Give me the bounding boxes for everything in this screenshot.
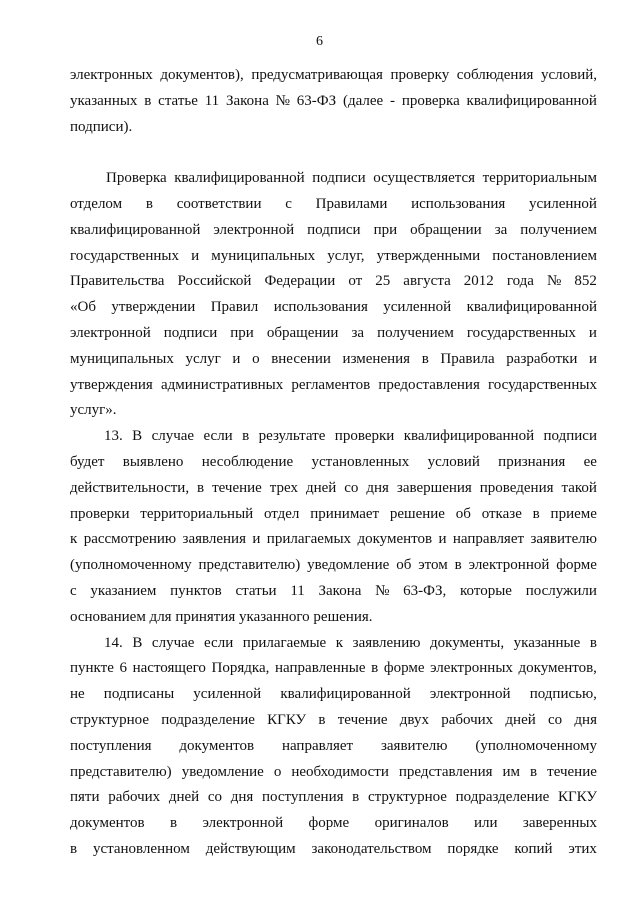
word: в	[318, 711, 326, 728]
word: квалифицированной	[403, 428, 535, 445]
word: принимает	[310, 505, 380, 522]
word: отделом	[70, 195, 123, 212]
word: такой	[561, 479, 597, 496]
word: подписаны	[103, 686, 175, 703]
text-line	[70, 579, 597, 605]
word: течение	[337, 711, 388, 728]
word: КГКУ	[557, 789, 597, 806]
word: со	[548, 711, 563, 728]
word: августа	[403, 273, 451, 290]
word: течение	[212, 479, 262, 496]
word: указанием	[90, 582, 157, 599]
word: дней	[305, 479, 337, 496]
text-line	[70, 631, 597, 657]
word: от	[348, 273, 363, 290]
word: дня	[574, 711, 597, 728]
word: настоящего	[132, 660, 206, 677]
word: структурное	[367, 789, 447, 806]
word: результате	[258, 428, 326, 445]
text-line	[70, 708, 597, 734]
word: форме	[383, 660, 425, 677]
word: за	[351, 324, 365, 341]
word: электронных	[70, 67, 153, 83]
word: 14.	[104, 634, 123, 651]
paragraph	[70, 424, 597, 630]
word: государственных	[466, 324, 576, 341]
word: Правительства	[70, 273, 165, 290]
word: (уполномоченному	[475, 737, 597, 754]
word: регламентов	[291, 376, 371, 393]
word: документов),	[160, 67, 244, 83]
word: использования	[273, 299, 368, 316]
word: рабочих	[108, 789, 161, 806]
word: Закона	[318, 582, 362, 599]
word: разработки	[506, 350, 578, 367]
word: прилагаемые	[242, 634, 327, 651]
word: административных	[160, 376, 284, 393]
word: квалифицированной	[70, 221, 201, 238]
word: не	[70, 686, 85, 703]
word: дня	[366, 479, 389, 496]
word: Проверка	[106, 170, 167, 187]
word: в	[532, 505, 540, 522]
word: №	[275, 92, 290, 109]
word: трех	[269, 479, 298, 496]
word: квалифицированной	[466, 299, 597, 316]
word: отказе	[481, 505, 522, 522]
text-line	[70, 424, 597, 450]
text-line	[70, 656, 597, 682]
word: получением	[520, 221, 597, 238]
word: форме	[556, 557, 597, 574]
word: представителю)	[70, 763, 172, 780]
word: в	[145, 195, 153, 212]
word: пунктов	[170, 582, 222, 599]
word: действующим	[205, 840, 296, 857]
word: усиленной	[193, 686, 262, 703]
word: установленных	[311, 453, 410, 470]
paragraph	[70, 631, 597, 863]
word: действительности,	[70, 479, 190, 496]
word: изменения	[342, 350, 411, 367]
word: КГКУ	[267, 711, 307, 728]
word: документов	[179, 737, 255, 754]
word: течение	[547, 763, 597, 780]
word: внесении	[271, 350, 331, 367]
word: порядке	[447, 840, 499, 857]
word: проверки	[70, 505, 130, 522]
word: Российской	[177, 273, 252, 290]
word: подписи	[312, 170, 366, 187]
word: послужили	[525, 582, 597, 599]
word: указанных	[70, 92, 138, 109]
word: проверки	[334, 428, 395, 445]
text-line	[70, 682, 597, 708]
word: об	[396, 557, 412, 574]
word: утвержденными	[376, 247, 481, 264]
word: постановлением	[492, 247, 597, 264]
word: подписи	[307, 221, 361, 238]
word: со	[207, 789, 223, 806]
word: этом	[418, 557, 448, 574]
word: им	[502, 763, 521, 780]
word: Федерации	[264, 273, 336, 290]
word: усиленной	[383, 299, 452, 316]
word: соблюдения	[456, 67, 534, 83]
word: о	[273, 763, 282, 780]
word: №	[375, 582, 390, 599]
text-line	[70, 63, 597, 89]
word: об	[455, 505, 471, 522]
text-line	[70, 527, 597, 553]
word: документы,	[430, 634, 505, 651]
word: государственных	[487, 376, 597, 393]
word: пункте	[70, 660, 114, 677]
word: соответствии	[176, 195, 262, 212]
text-line	[70, 269, 597, 295]
word: за	[494, 221, 508, 238]
word: ее	[583, 453, 597, 470]
word: 25	[375, 273, 391, 290]
word: №	[547, 273, 562, 290]
word: со	[344, 479, 359, 496]
word: этих	[568, 840, 597, 857]
text-line: подписи).	[70, 118, 133, 135]
text-line	[70, 502, 597, 528]
word: обращении	[410, 221, 482, 238]
word: квалифицированной	[280, 686, 411, 703]
word: проведения	[479, 479, 554, 496]
word: направляет	[452, 531, 525, 548]
word: в	[454, 557, 462, 574]
word: проверку	[390, 67, 450, 83]
word: выявлено	[122, 453, 184, 470]
document-body	[70, 63, 597, 863]
word: рабочих	[441, 711, 494, 728]
word: случае	[151, 428, 195, 445]
text-line	[70, 476, 597, 502]
word: уведомление	[181, 763, 264, 780]
word: 63-ФЗ,	[403, 582, 447, 599]
text-line	[70, 450, 597, 476]
word: в	[197, 479, 205, 496]
page-number: 6	[316, 34, 323, 49]
word: «Об	[70, 299, 96, 316]
word: оригиналов	[374, 815, 449, 832]
word: о	[252, 350, 260, 367]
word: проверка	[401, 92, 460, 109]
word: указанные	[513, 634, 581, 651]
word: В	[132, 428, 143, 445]
word: документов,	[518, 660, 597, 677]
word: в	[242, 428, 250, 445]
word: электронной	[429, 686, 511, 703]
text-line	[70, 734, 597, 760]
word: в	[530, 763, 538, 780]
word: с	[70, 582, 77, 599]
word: к	[335, 634, 344, 651]
word: услуг,	[327, 247, 365, 264]
word: использования	[411, 195, 506, 212]
word: обращении	[266, 324, 339, 341]
word: в	[170, 815, 178, 832]
word: Правилами	[315, 195, 388, 212]
word: при	[373, 221, 398, 238]
word: представления	[398, 763, 493, 780]
word: с	[285, 195, 292, 212]
word: статьи	[235, 582, 277, 599]
word: усиленной	[529, 195, 597, 212]
word: прилагаемых	[266, 531, 352, 548]
word: получением	[377, 324, 454, 341]
text-line	[70, 89, 597, 115]
word: копий	[514, 840, 553, 857]
word: подписи	[163, 324, 218, 341]
word: рассмотрению	[83, 531, 177, 548]
word: 852	[574, 273, 597, 290]
word: поступления	[261, 789, 344, 806]
word: и	[438, 531, 447, 548]
word: осуществляется	[373, 170, 476, 187]
word: предоставления	[378, 376, 480, 393]
word: заявления	[182, 531, 246, 548]
word: -	[390, 92, 396, 109]
word: подписи	[543, 428, 597, 445]
text-line	[70, 760, 597, 786]
word: квалифицированной	[466, 92, 597, 109]
word: подразделение	[455, 789, 550, 806]
word: электронной	[70, 324, 151, 341]
word: в	[589, 634, 597, 651]
text-line	[70, 553, 597, 579]
paragraph-gap	[70, 140, 597, 166]
word: электронных	[430, 660, 513, 677]
word: поступления	[70, 737, 152, 754]
word: территориальным	[482, 170, 597, 187]
word: и	[232, 350, 241, 367]
word: дней	[168, 789, 200, 806]
word: электронной	[202, 815, 284, 832]
word: статье	[158, 92, 198, 109]
word: подразделение	[161, 711, 255, 728]
word: 13.	[104, 428, 123, 445]
text-line	[70, 785, 597, 811]
word: законодательством	[311, 840, 432, 857]
word: документов	[357, 531, 433, 548]
word: завершения	[396, 479, 472, 496]
word: утверждения	[70, 376, 153, 393]
word: направленные	[275, 660, 366, 677]
word: установленном	[92, 840, 190, 857]
word: уведомление	[307, 557, 390, 574]
word: или	[474, 815, 498, 832]
word: признания	[498, 453, 566, 470]
text-line	[70, 295, 597, 321]
text-line	[70, 373, 597, 399]
word: (далее	[342, 92, 384, 109]
word: к	[70, 531, 78, 548]
word: двух	[399, 711, 429, 728]
word: условий	[427, 453, 480, 470]
word: если	[203, 428, 233, 445]
word: В	[132, 634, 143, 651]
text-line	[70, 347, 597, 373]
word: Закона	[225, 92, 269, 109]
word: заявителю	[380, 737, 448, 754]
word: структурное	[70, 711, 150, 728]
word: 11	[204, 92, 220, 109]
word: (уполномоченному	[70, 557, 192, 574]
word: дня	[230, 789, 254, 806]
word: пяти	[70, 789, 100, 806]
paragraph	[70, 63, 597, 140]
word: Порядка,	[211, 660, 270, 677]
word: 2012	[463, 273, 494, 290]
paragraph	[70, 166, 597, 424]
word: и	[588, 350, 597, 367]
word: 63-ФЗ	[296, 92, 337, 109]
word: в	[421, 350, 429, 367]
word: заявлению	[352, 634, 421, 651]
word: 11	[290, 582, 305, 599]
text-line	[70, 837, 597, 863]
word: несоблюдение	[201, 453, 294, 470]
word: Правила	[440, 350, 495, 367]
word: и	[191, 247, 200, 264]
text-line	[70, 218, 597, 244]
word: и	[252, 531, 261, 548]
word: представителю)	[198, 557, 301, 574]
word: случае	[151, 634, 195, 651]
word: направляет	[281, 737, 354, 754]
text-line	[70, 166, 597, 192]
word: заверенных	[522, 815, 597, 832]
word: форме	[308, 815, 350, 832]
text-line	[70, 811, 597, 837]
word: услуг	[185, 350, 221, 367]
word: муниципальных	[211, 247, 316, 264]
word: в	[70, 840, 78, 857]
word: приеме	[550, 505, 597, 522]
word: утверждении	[111, 299, 196, 316]
word: при	[230, 324, 254, 341]
text-line: услуг».	[70, 402, 117, 419]
word: заявителю	[530, 531, 597, 548]
word: дней	[505, 711, 536, 728]
word: государственных	[70, 247, 179, 264]
text-line: основанием для принятия указанного решения.	[70, 608, 373, 625]
word: решение	[389, 505, 445, 522]
word: в	[144, 92, 152, 109]
word: муниципальных	[70, 350, 174, 367]
word: отдел	[263, 505, 300, 522]
word: Правил	[210, 299, 259, 316]
word: территориальный	[140, 505, 254, 522]
word: условий,	[540, 67, 597, 83]
text-line	[70, 321, 597, 347]
word: необходимости	[291, 763, 389, 780]
word: предусматривающая	[251, 67, 383, 83]
word: если	[204, 634, 234, 651]
word: подписью,	[529, 686, 597, 703]
word: в	[352, 789, 360, 806]
word: которые	[460, 582, 512, 599]
word: 6	[119, 660, 127, 677]
word: и	[588, 324, 597, 341]
word: электронной	[213, 221, 295, 238]
word: года	[506, 273, 534, 290]
word: в	[371, 660, 379, 677]
word: будет	[70, 453, 105, 470]
text-line	[70, 192, 597, 218]
text-line	[70, 244, 597, 270]
word: квалифицированной	[174, 170, 305, 187]
word: документов	[70, 815, 145, 832]
word: электронной	[468, 557, 550, 574]
